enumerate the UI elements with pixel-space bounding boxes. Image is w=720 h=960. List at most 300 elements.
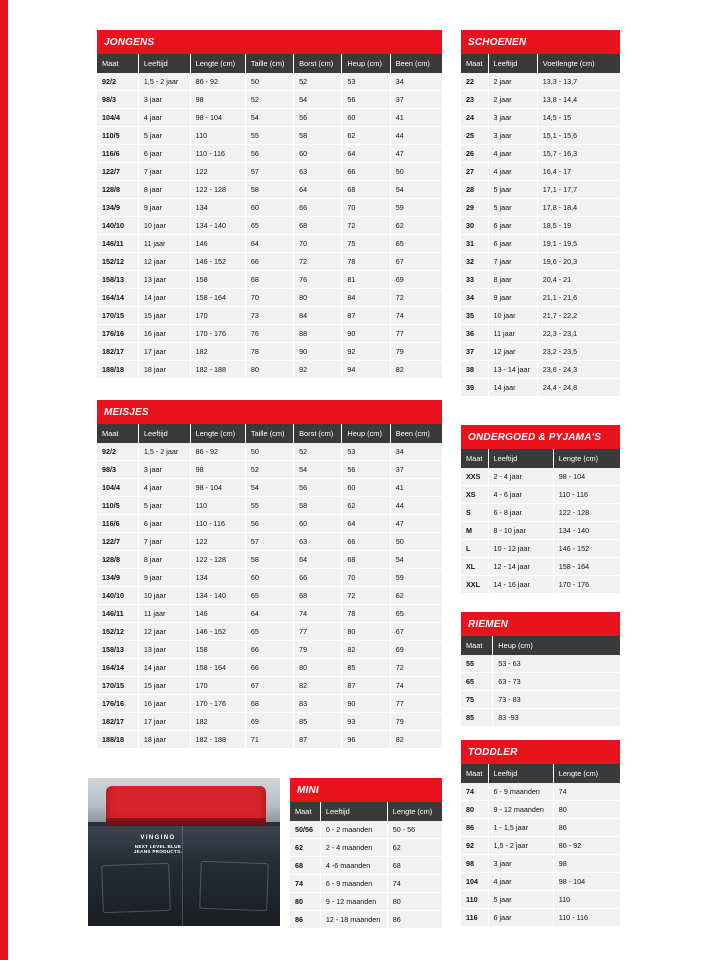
table-cell: 2 jaar bbox=[488, 91, 537, 109]
table-title: ONDERGOED & PYJAMA'S bbox=[461, 425, 620, 449]
table-cell: 69 bbox=[390, 271, 442, 289]
table-cell: 27 bbox=[461, 163, 488, 181]
table-cell: 22 bbox=[461, 73, 488, 91]
table-cell: 68 bbox=[387, 857, 442, 875]
table-row bbox=[97, 361, 442, 379]
table-cell: 5 jaar bbox=[488, 181, 537, 199]
table-cell: 10 jaar bbox=[138, 217, 190, 235]
table-row bbox=[97, 605, 442, 623]
table-cell: 17 jaar bbox=[138, 343, 190, 361]
table-cell: 52 bbox=[294, 443, 342, 461]
table-row bbox=[97, 271, 442, 289]
table-row bbox=[97, 677, 442, 695]
table-row bbox=[97, 659, 442, 677]
table-row bbox=[97, 479, 442, 497]
table-cell: 17,1 - 17,7 bbox=[537, 181, 620, 199]
table-cell: 64 bbox=[245, 235, 293, 253]
table-cell: 188/18 bbox=[97, 731, 138, 749]
table-title: SCHOENEN bbox=[461, 30, 620, 54]
table-cell: 98 bbox=[461, 855, 488, 873]
column-header: Leeftijd bbox=[138, 424, 190, 443]
table-cell: 146 bbox=[190, 605, 245, 623]
column-header: Heup (cm) bbox=[342, 424, 390, 443]
table-cell: 14 jaar bbox=[488, 379, 537, 397]
table-mini bbox=[290, 778, 442, 928]
table-cell: 2 - 4 jaar bbox=[488, 468, 553, 486]
table-row bbox=[97, 641, 442, 659]
column-header: Leeftijd bbox=[488, 764, 553, 783]
table-cell: 16 jaar bbox=[138, 325, 190, 343]
table-cell: 1,5 - 2 jaar bbox=[488, 837, 553, 855]
table-cell: 20,4 - 21 bbox=[537, 271, 620, 289]
table-cell: 122 - 128 bbox=[190, 181, 245, 199]
table-cell: 122/7 bbox=[97, 533, 138, 551]
table-cell: 7 jaar bbox=[138, 533, 190, 551]
table-cell: 56 bbox=[245, 145, 293, 163]
table-cell: 82 bbox=[294, 677, 342, 695]
table-cell: 13,3 - 13,7 bbox=[537, 73, 620, 91]
table-row bbox=[97, 569, 442, 587]
table-cell: 41 bbox=[390, 109, 442, 127]
table-cell: 17 jaar bbox=[138, 713, 190, 731]
table-row bbox=[461, 163, 620, 181]
table-row bbox=[97, 163, 442, 181]
table-cell: 83 -93 bbox=[493, 709, 620, 727]
table-cell: 86 - 92 bbox=[553, 837, 620, 855]
table-cell: 74 bbox=[294, 605, 342, 623]
table-cell: 134 - 140 bbox=[190, 217, 245, 235]
table-cell: 10 jaar bbox=[488, 307, 537, 325]
table-cell: 67 bbox=[245, 677, 293, 695]
table-row bbox=[461, 891, 620, 909]
table-cell: 70 bbox=[245, 289, 293, 307]
table-cell: 53 bbox=[342, 73, 390, 91]
table-row bbox=[461, 486, 620, 504]
table-row bbox=[461, 181, 620, 199]
table-cell: 56 bbox=[342, 91, 390, 109]
table-cell: 158 - 164 bbox=[190, 659, 245, 677]
column-header: Been (cm) bbox=[390, 424, 442, 443]
table-cell: 110 - 116 bbox=[190, 145, 245, 163]
table-cell: 32 bbox=[461, 253, 488, 271]
table-row bbox=[97, 253, 442, 271]
table-cell: 23,2 - 23,5 bbox=[537, 343, 620, 361]
table-cell: 75 bbox=[342, 235, 390, 253]
column-header: Taille (cm) bbox=[245, 424, 293, 443]
brand-tagline: NEXT LEVEL BLUE JEANS PRODUCTS. bbox=[133, 843, 183, 855]
table-cell: 146/11 bbox=[97, 605, 138, 623]
table-cell: 29 bbox=[461, 199, 488, 217]
table-cell: 69 bbox=[390, 641, 442, 659]
table-cell: 146 - 152 bbox=[553, 540, 620, 558]
table-row bbox=[97, 145, 442, 163]
table-cell: 158 - 164 bbox=[190, 289, 245, 307]
column-header: Heup (cm) bbox=[342, 54, 390, 73]
table-cell: 60 bbox=[342, 109, 390, 127]
table-cell: 13 jaar bbox=[138, 271, 190, 289]
table-cell: 77 bbox=[390, 695, 442, 713]
table-row bbox=[461, 709, 620, 727]
table-row bbox=[461, 576, 620, 594]
table-cell: 15,1 - 15,6 bbox=[537, 127, 620, 145]
table-row bbox=[461, 691, 620, 709]
table-cell: 4 - 6 jaar bbox=[488, 486, 553, 504]
table-row bbox=[461, 855, 620, 873]
table-cell: 7 jaar bbox=[488, 253, 537, 271]
table-row bbox=[97, 343, 442, 361]
table-cell: 19,1 - 19,5 bbox=[537, 235, 620, 253]
table-cell: 37 bbox=[461, 343, 488, 361]
table-cell: 6 - 8 jaar bbox=[488, 504, 553, 522]
table-cell: 14 jaar bbox=[138, 659, 190, 677]
table-cell: 122/7 bbox=[97, 163, 138, 181]
table-cell: 26 bbox=[461, 145, 488, 163]
table-cell: 4 jaar bbox=[488, 873, 553, 891]
table-row bbox=[97, 217, 442, 235]
table-cell: 38 bbox=[461, 361, 488, 379]
table-cell: 9 jaar bbox=[138, 569, 190, 587]
table-cell: 170/15 bbox=[97, 307, 138, 325]
table-cell: 56 bbox=[342, 461, 390, 479]
table-cell: 58 bbox=[294, 127, 342, 145]
table-row bbox=[97, 443, 442, 461]
table-cell: 92/2 bbox=[97, 73, 138, 91]
table-cell: 74 bbox=[390, 307, 442, 325]
table-cell: 74 bbox=[553, 783, 620, 801]
table-row bbox=[461, 379, 620, 397]
table-cell: 57 bbox=[245, 163, 293, 181]
table-cell: 18 jaar bbox=[138, 731, 190, 749]
table-cell: 52 bbox=[294, 73, 342, 91]
table-cell: 10 - 12 jaar bbox=[488, 540, 553, 558]
table-cell: 1,5 - 2 jaar bbox=[138, 73, 190, 91]
column-header: Leeftijd bbox=[488, 449, 553, 468]
table-cell: 84 bbox=[294, 307, 342, 325]
table-cell: 37 bbox=[390, 91, 442, 109]
table-cell: 134 bbox=[190, 569, 245, 587]
table-row bbox=[461, 909, 620, 927]
table-cell: 66 bbox=[245, 659, 293, 677]
table-cell: 76 bbox=[245, 325, 293, 343]
table-cell: 71 bbox=[245, 731, 293, 749]
table-cell: 86 bbox=[387, 911, 442, 929]
table-cell: 16 jaar bbox=[138, 695, 190, 713]
table-cell: 1,5 - 2 jaar bbox=[138, 443, 190, 461]
table-ondergoed-pyjamas bbox=[461, 425, 620, 593]
table-cell: 88 bbox=[294, 325, 342, 343]
table-cell: 122 - 128 bbox=[553, 504, 620, 522]
table-row bbox=[97, 515, 442, 533]
table-cell: 21,1 - 21,6 bbox=[537, 289, 620, 307]
column-header: Maat bbox=[461, 764, 488, 783]
table-row bbox=[461, 522, 620, 540]
table-row bbox=[461, 271, 620, 289]
table-title: MINI bbox=[290, 778, 442, 802]
table-cell: 74 bbox=[390, 677, 442, 695]
table-cell: 73 - 83 bbox=[493, 691, 620, 709]
table-row bbox=[461, 289, 620, 307]
table-cell: 170 - 176 bbox=[190, 325, 245, 343]
table-cell: 34 bbox=[390, 443, 442, 461]
table-cell: 98/3 bbox=[97, 461, 138, 479]
table-cell: 41 bbox=[390, 479, 442, 497]
column-header: Leeftijd bbox=[488, 54, 537, 73]
table-cell: 72 bbox=[390, 659, 442, 677]
column-header: Lengte (cm) bbox=[190, 54, 245, 73]
table-cell: 182 - 188 bbox=[190, 731, 245, 749]
table-cell: 90 bbox=[342, 325, 390, 343]
table-cell: 56 bbox=[245, 515, 293, 533]
table-cell: 59 bbox=[390, 199, 442, 217]
table-row bbox=[97, 109, 442, 127]
table-cell: 15 jaar bbox=[138, 677, 190, 695]
table-cell: 9 jaar bbox=[138, 199, 190, 217]
table-cell: 98 - 104 bbox=[553, 873, 620, 891]
table-cell: 98/3 bbox=[97, 91, 138, 109]
table-cell: 11 jaar bbox=[488, 325, 537, 343]
table-cell: 98 - 104 bbox=[190, 479, 245, 497]
table-cell: 64 bbox=[342, 515, 390, 533]
table-cell: 104 bbox=[461, 873, 488, 891]
table-cell: 80 bbox=[294, 659, 342, 677]
table-row bbox=[461, 783, 620, 801]
table-cell: 3 jaar bbox=[488, 127, 537, 145]
table-cell: 50/56 bbox=[290, 821, 320, 839]
table-cell: 60 bbox=[294, 515, 342, 533]
table-cell: 39 bbox=[461, 379, 488, 397]
table-cell: 67 bbox=[390, 253, 442, 271]
column-header: Maat bbox=[97, 54, 138, 73]
table-cell: 94 bbox=[342, 361, 390, 379]
table-cell: 134 - 140 bbox=[190, 587, 245, 605]
table-row bbox=[290, 839, 442, 857]
table-title: MEISJES bbox=[97, 400, 442, 424]
table-cell: 8 jaar bbox=[138, 181, 190, 199]
table-cell: 12 jaar bbox=[138, 253, 190, 271]
table-cell: 87 bbox=[342, 677, 390, 695]
table-cell: 9 - 12 maanden bbox=[488, 801, 553, 819]
table-cell: 11 jaar bbox=[138, 235, 190, 253]
table-cell: 158 bbox=[190, 641, 245, 659]
table-cell: 78 bbox=[342, 253, 390, 271]
table-cell: 81 bbox=[342, 271, 390, 289]
table-cell: 68 bbox=[245, 695, 293, 713]
table-cell: 86 - 92 bbox=[190, 73, 245, 91]
table-cell: 2 jaar bbox=[488, 73, 537, 91]
table-cell: 86 bbox=[553, 819, 620, 837]
table-row bbox=[97, 91, 442, 109]
table-title: TODDLER bbox=[461, 740, 620, 764]
table-cell: 63 - 73 bbox=[493, 673, 620, 691]
table-cell: 134 - 140 bbox=[553, 522, 620, 540]
red-accent-bar bbox=[0, 0, 8, 960]
table-cell: 80 bbox=[294, 289, 342, 307]
table-cell: 3 jaar bbox=[488, 109, 537, 127]
table-cell: 134/9 bbox=[97, 199, 138, 217]
table-cell: 86 - 92 bbox=[190, 443, 245, 461]
table-row bbox=[290, 821, 442, 839]
table-cell: 4 jaar bbox=[138, 109, 190, 127]
table-row bbox=[461, 253, 620, 271]
table-cell: 60 bbox=[245, 199, 293, 217]
table-cell: 6 - 9 maanden bbox=[320, 875, 387, 893]
table-cell: 23 bbox=[461, 91, 488, 109]
table-row bbox=[461, 73, 620, 91]
table-cell: 78 bbox=[342, 605, 390, 623]
table-cell: 54 bbox=[245, 109, 293, 127]
table-toddler bbox=[461, 740, 620, 926]
table-row bbox=[461, 199, 620, 217]
table-cell: 8 - 10 jaar bbox=[488, 522, 553, 540]
table-cell: 22,3 - 23,1 bbox=[537, 325, 620, 343]
table-cell: 11 jaar bbox=[138, 605, 190, 623]
table-cell: 79 bbox=[294, 641, 342, 659]
table-cell: 80 bbox=[387, 893, 442, 911]
table-cell: 79 bbox=[390, 713, 442, 731]
table-cell: 54 bbox=[390, 181, 442, 199]
table-cell: 5 jaar bbox=[138, 497, 190, 515]
table-cell: 4 -6 maanden bbox=[320, 857, 387, 875]
table-cell: 13,8 - 14,4 bbox=[537, 91, 620, 109]
table-cell: 13 - 14 jaar bbox=[488, 361, 537, 379]
table-row bbox=[461, 655, 620, 673]
table-cell: 122 - 128 bbox=[190, 551, 245, 569]
table-cell: 21,7 - 22,2 bbox=[537, 307, 620, 325]
table-cell: 23,6 - 24,3 bbox=[537, 361, 620, 379]
table-cell: 55 bbox=[245, 497, 293, 515]
table-cell: 5 jaar bbox=[488, 199, 537, 217]
table-cell: 170 - 176 bbox=[553, 576, 620, 594]
table-cell: 9 - 12 maanden bbox=[320, 893, 387, 911]
product-photo bbox=[88, 778, 280, 926]
table-cell: 98 bbox=[190, 91, 245, 109]
table-cell: 74 bbox=[290, 875, 320, 893]
table-cell: 62 bbox=[342, 127, 390, 145]
table-cell: 16,4 - 17 bbox=[537, 163, 620, 181]
table-cell: 110/5 bbox=[97, 127, 138, 145]
table-cell: 65 bbox=[461, 673, 493, 691]
table-cell: 104/4 bbox=[97, 479, 138, 497]
photo-pocket-left bbox=[101, 863, 171, 913]
table-cell: 54 bbox=[294, 461, 342, 479]
table-cell: 52 bbox=[245, 461, 293, 479]
table-cell: 146/11 bbox=[97, 235, 138, 253]
table-row bbox=[97, 235, 442, 253]
table-cell: 4 jaar bbox=[138, 479, 190, 497]
table-cell: 6 jaar bbox=[488, 217, 537, 235]
table-cell: 92 bbox=[461, 837, 488, 855]
table-cell: 116/6 bbox=[97, 515, 138, 533]
table-schoenen bbox=[461, 30, 620, 396]
table-row bbox=[461, 540, 620, 558]
table-row bbox=[461, 673, 620, 691]
table-cell: 67 bbox=[390, 623, 442, 641]
table-cell: 158 - 164 bbox=[553, 558, 620, 576]
table-cell: 47 bbox=[390, 145, 442, 163]
table-cell: 79 bbox=[390, 343, 442, 361]
table-row bbox=[97, 307, 442, 325]
table-cell: 66 bbox=[342, 533, 390, 551]
table-cell: 72 bbox=[294, 253, 342, 271]
table-cell: 47 bbox=[390, 515, 442, 533]
table-cell: 36 bbox=[461, 325, 488, 343]
column-header: Lengte (cm) bbox=[553, 764, 620, 783]
table-cell: 68 bbox=[294, 217, 342, 235]
table-cell: 64 bbox=[245, 605, 293, 623]
table-cell: 3 jaar bbox=[488, 855, 553, 873]
table-cell: 110 - 116 bbox=[553, 486, 620, 504]
table-row bbox=[461, 217, 620, 235]
table-cell: 74 bbox=[387, 875, 442, 893]
column-header: Been (cm) bbox=[390, 54, 442, 73]
table-cell: 170 bbox=[190, 307, 245, 325]
table-cell: 62 bbox=[387, 839, 442, 857]
table-cell: 28 bbox=[461, 181, 488, 199]
table-cell: XL bbox=[461, 558, 488, 576]
brand-name: VINGINO bbox=[140, 835, 176, 841]
table-cell: 128/8 bbox=[97, 551, 138, 569]
column-header: Maat bbox=[461, 54, 488, 73]
table-cell: 44 bbox=[390, 497, 442, 515]
table-cell: S bbox=[461, 504, 488, 522]
table-cell: 68 bbox=[342, 181, 390, 199]
table-cell: 77 bbox=[294, 623, 342, 641]
table-cell: 188/18 bbox=[97, 361, 138, 379]
table-cell: 3 jaar bbox=[138, 91, 190, 109]
table-row bbox=[461, 307, 620, 325]
table-cell: 72 bbox=[342, 217, 390, 235]
table-cell: 0 - 2 maanden bbox=[320, 821, 387, 839]
table-cell: 110 bbox=[461, 891, 488, 909]
table-cell: 5 jaar bbox=[138, 127, 190, 145]
table-cell: 12 jaar bbox=[488, 343, 537, 361]
table-cell: 65 bbox=[245, 587, 293, 605]
column-header: Lengte (cm) bbox=[387, 802, 442, 821]
table-cell: 7 jaar bbox=[138, 163, 190, 181]
table-cell: 84 bbox=[342, 289, 390, 307]
table-cell: 85 bbox=[461, 709, 493, 727]
table-cell: 34 bbox=[461, 289, 488, 307]
table-cell: 68 bbox=[294, 587, 342, 605]
table-cell: 57 bbox=[245, 533, 293, 551]
table-cell: 140/10 bbox=[97, 217, 138, 235]
table-title: RIEMEN bbox=[461, 612, 620, 636]
table-row bbox=[97, 695, 442, 713]
table-cell: 50 - 56 bbox=[387, 821, 442, 839]
table-cell: 128/8 bbox=[97, 181, 138, 199]
table-cell: 110/5 bbox=[97, 497, 138, 515]
column-header: Leeftijd bbox=[320, 802, 387, 821]
table-cell: 86 bbox=[290, 911, 320, 929]
table-cell: 15 jaar bbox=[138, 307, 190, 325]
table-cell: 4 jaar bbox=[488, 163, 537, 181]
table-cell: 2 - 4 maanden bbox=[320, 839, 387, 857]
table-row bbox=[97, 73, 442, 91]
table-cell: 80 bbox=[290, 893, 320, 911]
table-cell: L bbox=[461, 540, 488, 558]
table-cell: 65 bbox=[390, 605, 442, 623]
table-cell: 170 bbox=[190, 677, 245, 695]
table-cell: 176/16 bbox=[97, 325, 138, 343]
table-cell: 14 - 16 jaar bbox=[488, 576, 553, 594]
table-cell: 110 bbox=[190, 127, 245, 145]
table-cell: 9 jaar bbox=[488, 289, 537, 307]
table-cell: 63 bbox=[294, 533, 342, 551]
table-cell: 64 bbox=[342, 145, 390, 163]
table-cell: 182/17 bbox=[97, 713, 138, 731]
table-cell: 58 bbox=[245, 181, 293, 199]
table-cell: 56 bbox=[294, 479, 342, 497]
